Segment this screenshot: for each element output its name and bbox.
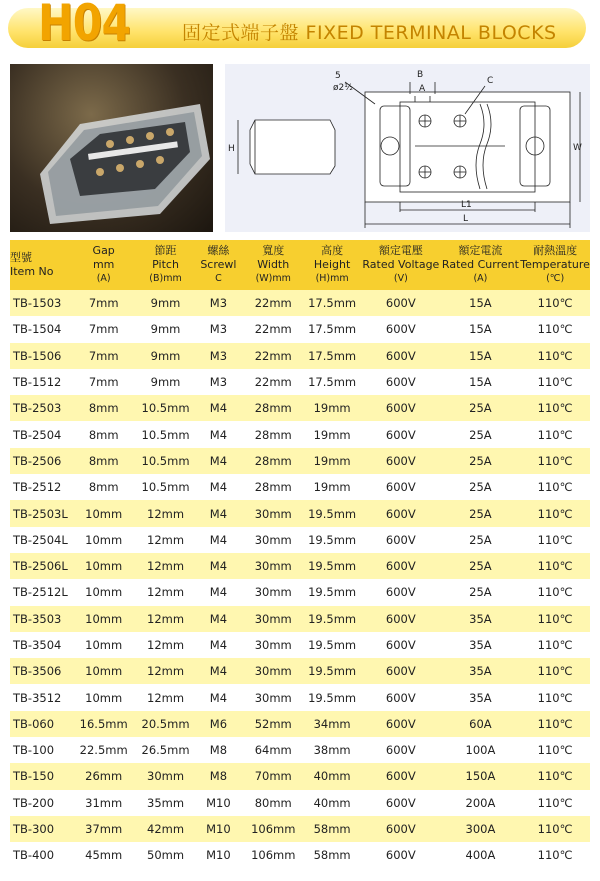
table-row — [10, 395, 590, 421]
table-cell: 106mm — [251, 822, 296, 837]
column-header-line: 額定電流 — [458, 244, 503, 257]
column-header-line: (B)mm — [149, 273, 182, 284]
table-row — [10, 343, 590, 369]
table-cell: 8mm — [88, 453, 119, 468]
table-cell: 28mm — [254, 453, 292, 468]
side-view — [238, 120, 335, 174]
table-cell: 9mm — [150, 322, 181, 337]
table-cell: 110℃ — [537, 506, 573, 521]
column-header — [361, 240, 441, 290]
table-row — [10, 737, 590, 763]
table-row — [10, 553, 590, 579]
table-cell: 110℃ — [537, 453, 573, 468]
table-cell: 600V — [385, 506, 416, 521]
table-cell: 42mm — [147, 822, 185, 837]
table-cell: 16.5mm — [79, 716, 128, 731]
table-cell: 10.5mm — [141, 453, 190, 468]
table-cell: 28mm — [254, 401, 292, 416]
table-cell: 17.5mm — [308, 296, 357, 311]
model-cell: TB-400 — [13, 848, 55, 863]
label-b: B — [417, 70, 424, 80]
column-header — [520, 240, 590, 290]
column-header-line: 高度 — [321, 244, 344, 257]
table-cell: 25A — [469, 559, 492, 574]
table-cell: 10mm — [85, 532, 123, 547]
column-header-line: Screwl — [200, 258, 237, 271]
table-cell: 100A — [465, 743, 496, 758]
table-row — [10, 369, 590, 395]
table-cell: 110℃ — [537, 716, 573, 731]
table-cell: 600V — [385, 296, 416, 311]
column-header-line: (W)mm — [255, 273, 291, 284]
table-cell: 80mm — [254, 795, 292, 810]
table-row — [10, 316, 590, 342]
table-cell: 110℃ — [537, 822, 573, 837]
column-header-line: Width — [257, 258, 290, 271]
table-cell: 35A — [469, 638, 492, 652]
table-cell: 15A — [469, 322, 492, 337]
table-cell: 12mm — [147, 664, 185, 679]
column-header-line: Temperature — [520, 258, 590, 271]
label-c: C — [487, 76, 494, 86]
table-cell: 35A — [469, 664, 492, 679]
model-cell: TB-2504L — [13, 532, 68, 547]
table-cell: 19.5mm — [308, 690, 357, 705]
table-cell: 58mm — [313, 822, 351, 837]
table-cell: M8 — [209, 743, 228, 758]
table-cell: 10mm — [85, 585, 123, 600]
label-a: A — [419, 84, 426, 94]
model-cell: TB-1504 — [13, 322, 62, 337]
table-cell: 10mm — [85, 638, 123, 652]
column-header-line: 螺絲 — [207, 244, 230, 257]
table-cell: 22mm — [254, 296, 292, 311]
table-cell: 110℃ — [537, 375, 573, 390]
table-cell: 600V — [385, 532, 416, 547]
table-cell: M4 — [209, 638, 228, 652]
column-header-line: C — [215, 273, 222, 284]
table-cell: 17.5mm — [308, 322, 357, 337]
table-row — [10, 842, 590, 868]
table-cell: 22mm — [254, 348, 292, 363]
table-cell: 38mm — [313, 743, 351, 758]
column-header-line: 節距 — [154, 244, 177, 257]
table-cell: 12mm — [147, 559, 185, 574]
model-cell: TB-3506 — [13, 664, 62, 679]
table-cell: 22.5mm — [79, 743, 128, 758]
table-cell: M3 — [209, 348, 228, 363]
model-cell: TB-2506L — [13, 559, 68, 574]
table-cell: 8mm — [88, 401, 119, 416]
model-cell: TB-060 — [13, 716, 55, 731]
column-header — [303, 240, 361, 290]
table-cell: 9mm — [150, 348, 181, 363]
table-cell: 7mm — [88, 296, 119, 311]
table-cell: 19.5mm — [308, 585, 357, 600]
table-cell: 30mm — [254, 559, 292, 574]
table-cell: 600V — [385, 822, 416, 837]
table-cell: 110℃ — [537, 532, 573, 547]
column-header-line: Pitch — [152, 258, 179, 271]
table-cell: 19mm — [313, 453, 351, 468]
images-row — [0, 58, 600, 236]
table-cell: M6 — [209, 716, 228, 731]
label-l1: L1 — [461, 200, 472, 210]
table-cell: 25A — [469, 427, 492, 442]
table-cell: M4 — [209, 611, 228, 626]
table-cell: M4 — [209, 690, 228, 705]
spec-table — [10, 240, 590, 869]
table-cell: 25A — [469, 532, 492, 547]
table-cell: 37mm — [85, 822, 123, 837]
table-row — [10, 500, 590, 526]
table-cell: 10mm — [85, 611, 123, 626]
model-cell: TB-2512 — [13, 480, 62, 495]
table-row — [10, 632, 590, 658]
table-cell: M8 — [209, 769, 228, 784]
table-cell: 19mm — [313, 480, 351, 495]
table-cell: 25A — [469, 506, 492, 521]
table-row — [10, 684, 590, 710]
table-cell: 600V — [385, 690, 416, 705]
table-cell: 19mm — [313, 401, 351, 416]
model-cell: TB-2506 — [13, 453, 62, 468]
table-row — [10, 816, 590, 842]
table-cell: 70mm — [254, 769, 292, 784]
column-header-line: (V) — [393, 273, 408, 284]
table-cell: M4 — [209, 559, 228, 574]
table-cell: M3 — [209, 296, 228, 311]
table-cell: 26.5mm — [141, 743, 190, 758]
table-cell: 10.5mm — [141, 427, 190, 442]
model-cell: TB-1512 — [13, 375, 62, 390]
table-cell: 12mm — [147, 638, 185, 652]
table-cell: 31mm — [85, 795, 123, 810]
table-cell: 19.5mm — [308, 506, 357, 521]
table-cell: 600V — [385, 716, 416, 731]
table-cell: M3 — [209, 322, 228, 337]
table-cell: 600V — [385, 769, 416, 784]
table-cell: 200A — [465, 795, 496, 810]
table-cell: 20.5mm — [141, 716, 190, 731]
table-cell: 17.5mm — [308, 375, 357, 390]
table-cell: 10mm — [85, 506, 123, 521]
column-header — [10, 240, 70, 290]
table-cell: 30mm — [254, 664, 292, 679]
table-cell: 7mm — [88, 348, 119, 363]
table-cell: 30mm — [147, 769, 185, 784]
model-cell: TB-2503L — [13, 506, 68, 521]
table-cell: 52mm — [254, 716, 292, 731]
table-cell: M4 — [209, 506, 228, 521]
column-header-line: 耐熱溫度 — [533, 244, 578, 257]
model-cell: TB-1506 — [13, 348, 62, 363]
model-cell: TB-3504 — [13, 638, 62, 652]
table-row — [10, 527, 590, 553]
model-cell: TB-300 — [13, 822, 55, 837]
table-row — [10, 448, 590, 474]
column-header-line: Rated Voltage — [362, 258, 440, 271]
table-cell: 110℃ — [537, 401, 573, 416]
table-cell: 600V — [385, 743, 416, 758]
table-cell: M4 — [209, 585, 228, 600]
table-cell: 8mm — [88, 427, 119, 442]
table-cell: 600V — [385, 401, 416, 416]
label-hole: 5 — [335, 71, 341, 81]
model-cell: TB-2503 — [13, 401, 62, 416]
table-cell: 19.5mm — [308, 559, 357, 574]
table-cell: 12mm — [147, 532, 185, 547]
table-body — [10, 290, 590, 869]
table-cell: 19.5mm — [308, 638, 357, 652]
model-cell: TB-100 — [13, 743, 55, 758]
column-header-line: mm — [92, 258, 115, 271]
table-cell: 30mm — [254, 532, 292, 547]
column-header — [193, 240, 243, 290]
table-cell: 10mm — [85, 559, 123, 574]
table-cell: M4 — [209, 480, 228, 495]
model-cell: TB-3503 — [13, 611, 62, 626]
table-cell: M10 — [206, 822, 231, 837]
table-cell: 60A — [469, 716, 492, 731]
column-header-line: Item No — [10, 265, 54, 278]
table-cell: 110℃ — [537, 848, 573, 863]
product-code: H04 — [38, 0, 131, 52]
table-cell: 35A — [469, 611, 492, 626]
table-cell: 600V — [385, 375, 416, 390]
table-cell: 110℃ — [537, 611, 573, 626]
product-photo — [10, 64, 213, 232]
table-cell: 600V — [385, 480, 416, 495]
model-cell: TB-2504 — [13, 427, 62, 442]
table-cell: 19.5mm — [308, 611, 357, 626]
table-cell: M4 — [209, 664, 228, 679]
table-cell: 300A — [465, 822, 496, 837]
table-cell: 10mm — [85, 690, 123, 705]
model-cell: TB-1503 — [13, 296, 62, 311]
table-cell: 600V — [385, 585, 416, 600]
table-cell: 30mm — [254, 585, 292, 600]
table-cell: 110℃ — [537, 795, 573, 810]
table-cell: 150A — [465, 769, 496, 784]
column-header-line: (A) — [96, 273, 111, 284]
table-cell: 600V — [385, 322, 416, 337]
table-cell: 12mm — [147, 585, 185, 600]
table-cell: 25A — [469, 585, 492, 600]
column-header — [243, 240, 303, 290]
page-title: 固定式端子盤 FIXED TERMINAL BLOCKS — [182, 22, 557, 44]
table-row — [10, 763, 590, 789]
table-cell: 106mm — [251, 848, 296, 863]
table-cell: 40mm — [313, 795, 351, 810]
model-cell: TB-2512L — [13, 585, 68, 600]
label-l: L — [463, 214, 469, 224]
table-cell: 7mm — [88, 322, 119, 337]
label-h: H — [228, 144, 235, 154]
table-cell: 600V — [385, 795, 416, 810]
table-cell: 15A — [469, 375, 492, 390]
table-cell: 110℃ — [537, 480, 573, 495]
column-header-line: 額定電壓 — [378, 244, 423, 257]
table-cell: 30mm — [254, 690, 292, 705]
table-cell: 25A — [469, 480, 492, 495]
table-cell: 35A — [469, 690, 492, 705]
table-cell: 600V — [385, 611, 416, 626]
column-header-line: Gap — [92, 244, 115, 257]
table-cell: 12mm — [147, 611, 185, 626]
table-row — [10, 790, 590, 816]
table-cell: 600V — [385, 453, 416, 468]
table-cell: 17.5mm — [308, 348, 357, 363]
table-cell: 600V — [385, 848, 416, 863]
table-cell: 12mm — [147, 506, 185, 521]
table-cell: 22mm — [254, 322, 292, 337]
column-header-line: Height — [313, 258, 351, 271]
table-cell: 15A — [469, 296, 492, 311]
table-cell: 28mm — [254, 480, 292, 495]
column-header-line: Rated Current — [441, 258, 519, 271]
table-cell: 110℃ — [537, 690, 573, 705]
table-cell: 110℃ — [537, 638, 573, 652]
table-cell: 110℃ — [537, 664, 573, 679]
table-cell: 9mm — [150, 296, 181, 311]
table-cell: 64mm — [254, 743, 292, 758]
table-cell: 400A — [465, 848, 496, 863]
table-cell: 30mm — [254, 611, 292, 626]
table-cell: 600V — [385, 559, 416, 574]
table-cell: 40mm — [313, 769, 351, 784]
table-cell: 19.5mm — [308, 532, 357, 547]
table-row — [10, 579, 590, 605]
table-cell: 10.5mm — [141, 480, 190, 495]
table-row — [10, 290, 590, 316]
column-header-line: (H)mm — [315, 273, 349, 284]
table-cell: 50mm — [147, 848, 185, 863]
table-row — [10, 421, 590, 447]
table-row — [10, 711, 590, 737]
table-row — [10, 658, 590, 684]
model-cell: TB-200 — [13, 795, 55, 810]
table-cell: 22mm — [254, 375, 292, 390]
table-header-row — [10, 240, 590, 290]
table-cell: 600V — [385, 638, 416, 652]
table-cell: M4 — [209, 427, 228, 442]
table-cell: 600V — [385, 664, 416, 679]
table-cell: 19mm — [313, 427, 351, 442]
table-cell: 45mm — [85, 848, 123, 863]
table-cell: 110℃ — [537, 427, 573, 442]
header — [0, 0, 600, 58]
table-cell: 15A — [469, 348, 492, 363]
table-cell: M3 — [209, 375, 228, 390]
table-cell: M10 — [206, 795, 231, 810]
table-cell: M10 — [206, 848, 231, 863]
column-header — [441, 240, 521, 290]
label-hole-dia: ø2½ — [333, 83, 353, 93]
table-cell: 110℃ — [537, 743, 573, 758]
column-header-line: 寬度 — [262, 244, 285, 257]
table-cell: 7mm — [88, 375, 119, 390]
table-cell: 9mm — [150, 375, 181, 390]
column-header-line: 型號 — [10, 251, 32, 264]
table-cell: 35mm — [147, 795, 185, 810]
column-header-line: (℃) — [546, 273, 565, 284]
label-w: W — [573, 143, 582, 153]
table-cell: 600V — [385, 348, 416, 363]
table-cell: 25A — [469, 401, 492, 416]
column-header-line: (A) — [473, 273, 488, 284]
table-cell: M4 — [209, 401, 228, 416]
table-cell: 110℃ — [537, 559, 573, 574]
table-cell: 12mm — [147, 690, 185, 705]
table-cell: 28mm — [254, 427, 292, 442]
table-cell: M4 — [209, 532, 228, 547]
table-cell: 110℃ — [537, 322, 573, 337]
table-cell: M4 — [209, 453, 228, 468]
model-cell: TB-3512 — [13, 690, 62, 705]
table-cell: 30mm — [254, 638, 292, 652]
table-cell: 19.5mm — [308, 664, 357, 679]
table-cell: 34mm — [313, 716, 351, 731]
table-cell: 110℃ — [537, 769, 573, 784]
column-header — [70, 240, 138, 290]
table-cell: 110℃ — [537, 585, 573, 600]
table-cell: 30mm — [254, 506, 292, 521]
dimension-drawing — [225, 64, 590, 232]
table-cell: 600V — [385, 427, 416, 442]
table-cell: 10.5mm — [141, 401, 190, 416]
table-cell: 10mm — [85, 664, 123, 679]
table-cell: 110℃ — [537, 348, 573, 363]
table-row — [10, 474, 590, 500]
column-header — [138, 240, 194, 290]
model-cell: TB-150 — [13, 769, 55, 784]
table-row — [10, 606, 590, 632]
table-cell: 110℃ — [537, 296, 573, 311]
table-cell: 8mm — [88, 480, 119, 495]
table-cell: 26mm — [85, 769, 123, 784]
table-cell: 25A — [469, 453, 492, 468]
table-cell: 58mm — [313, 848, 351, 863]
